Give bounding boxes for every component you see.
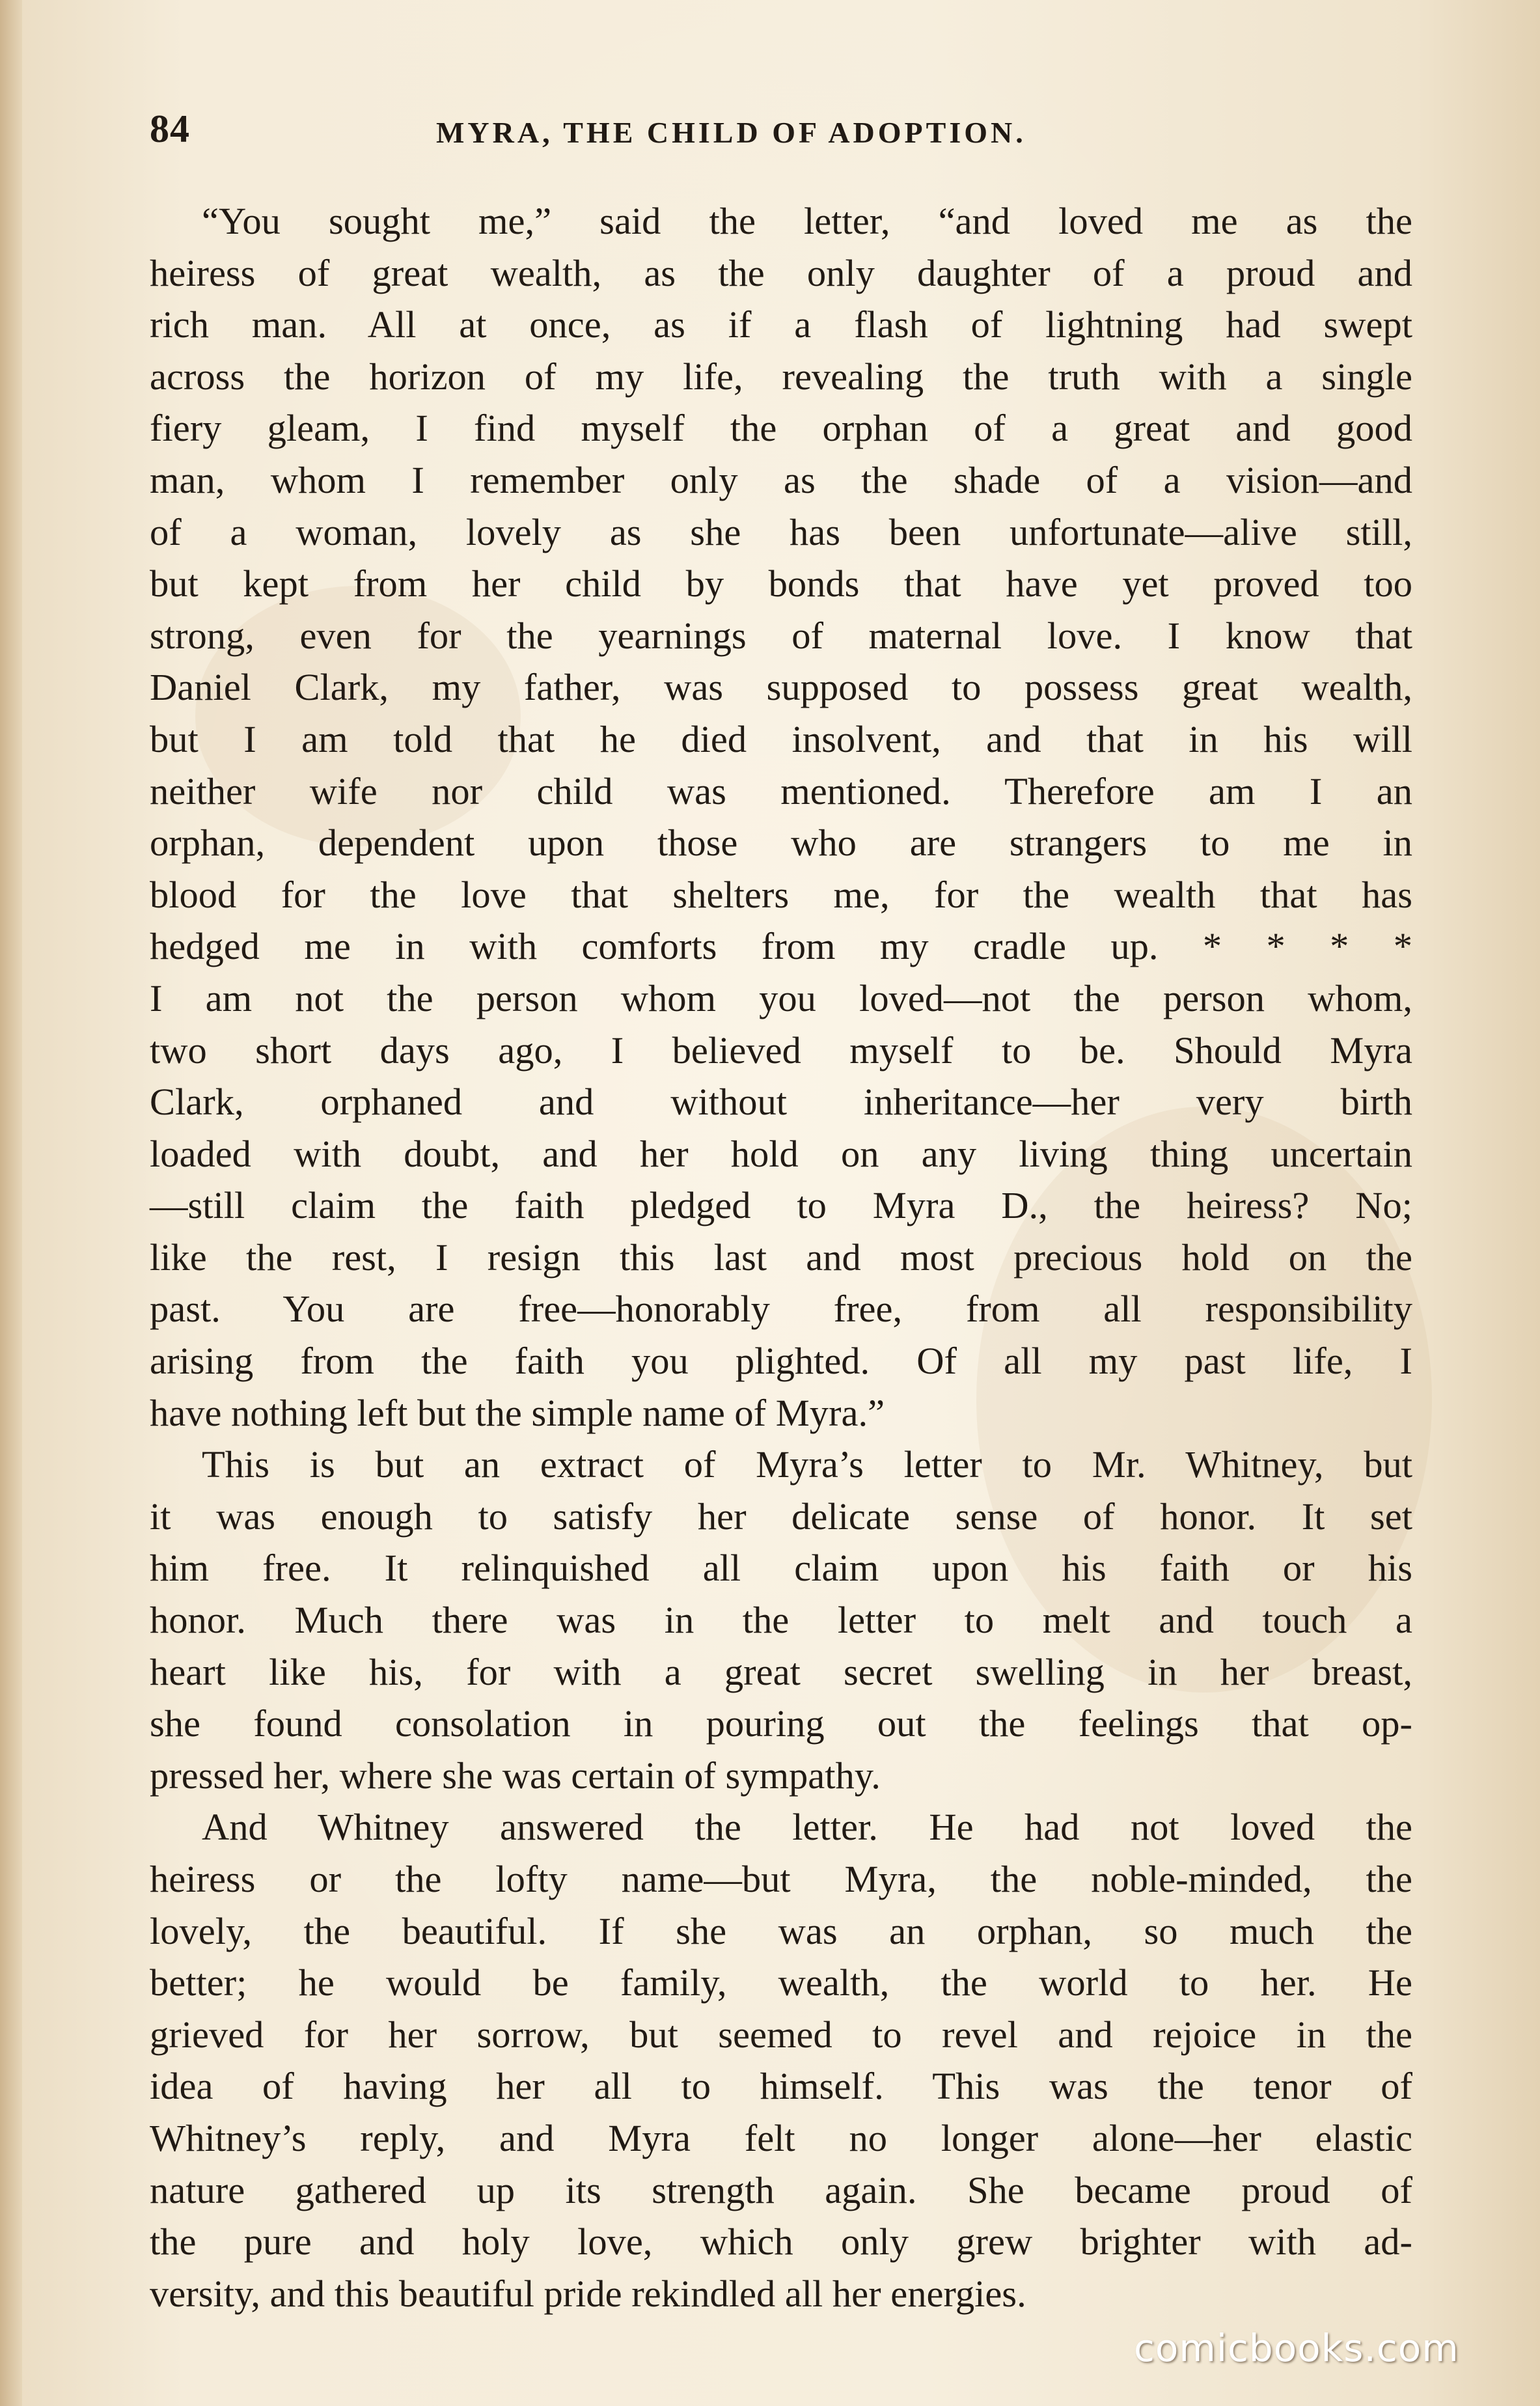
text-line: grieved for her sorrow, but seemed to revel and rejoice in the [150, 2013, 1412, 2056]
page-gutter-shadow [0, 0, 22, 2406]
text-line: And Whitney answered the letter. He had not loved the [202, 1806, 1412, 1849]
text-line: heiress or the lofty name—but Myra, the noble-minded, the [150, 1858, 1412, 1900]
text-line: blood for the love that shelters me, for the wealth that has [150, 873, 1412, 916]
text-line: it was enough to satisfy her delicate sense of honor. It set [150, 1495, 1412, 1538]
text-line: him free. It relinquished all claim upon his faith or his [150, 1547, 1412, 1590]
text-line: but kept from her child by bonds that have yet proved too [150, 562, 1412, 605]
text-line: of a woman, lovely as she has been unfortunate—alive still, [150, 510, 1412, 553]
paragraph-1 [150, 195, 1412, 1439]
text-line: honor. Much there was in the letter to melt and touch a [150, 1599, 1412, 1642]
text-line: I am not the person whom you loved—not the person whom, [150, 976, 1412, 1019]
text-line: the pure and holy love, which only grew brighter with ad- [150, 2220, 1412, 2263]
text-line: past. You are free—honorably free, from all responsibility [150, 1288, 1412, 1331]
text-line: loaded with doubt, and her hold on any living thing uncertain [150, 1132, 1412, 1175]
text-line: This is but an extract of Myra’s letter to Mr. Whitney, but [202, 1443, 1412, 1486]
text-line: nature gathered up its strength again. She became proud of [150, 2168, 1412, 2211]
text-line: hedged me in with comforts from my cradle up. * * * * [150, 925, 1412, 968]
text-line: Clark, orphaned and without inheritance—her very birth [150, 1081, 1412, 1124]
text-line: versity, and this beautiful pride rekindled all her energies. [150, 2272, 1026, 2315]
text-line: Daniel Clark, my father, was supposed to possess great wealth, [150, 666, 1412, 709]
text-line: man, whom I remember only as the shade of a vision—and [150, 458, 1412, 501]
text-line: pressed her, where she was certain of sympathy. [150, 1754, 881, 1797]
text-line: she found consolation in pouring out the feelings that op- [150, 1702, 1412, 1745]
text-line: but I am told that he died insolvent, and that in his will [150, 717, 1412, 760]
running-title: MYRA, THE CHILD OF ADOPTION. [436, 116, 1026, 149]
text-line: fiery gleam, I find myself the orphan of a great and good [150, 407, 1412, 450]
text-line: orphan, dependent upon those who are strangers to me in [150, 822, 1412, 864]
text-line: “You sought me,” said the letter, “and loved me as the [202, 200, 1412, 242]
text-line: across the horizon of my life, revealing the truth with a single [150, 355, 1412, 398]
text-line: heiress of great wealth, as the only daughter of a proud and [150, 251, 1412, 294]
page-number: 84 [150, 107, 190, 150]
watermark: comicbooks.com [1134, 2326, 1459, 2370]
text-line: rich man. All at once, as if a flash of lightning had swept [150, 303, 1412, 346]
text-line: better; he would be family, wealth, the world to her. He [150, 1961, 1412, 2004]
text-line: lovely, the beautiful. If she was an orphan, so much the [150, 1909, 1412, 1952]
paragraph-3 [150, 1801, 1412, 2319]
text-line: like the rest, I resign this last and most precious hold on the [150, 1236, 1412, 1279]
text-line: strong, even for the yearnings of maternal love. I know that [150, 614, 1412, 657]
text-line: neither wife nor child was mentioned. Therefore am I an [150, 769, 1412, 812]
text-line: arising from the faith you plighted. Of all my past life, I [150, 1340, 1412, 1383]
body-text [150, 195, 1412, 2319]
page-header [150, 103, 1412, 155]
text-line: idea of having her all to himself. This was the tenor of [150, 2065, 1412, 2108]
text-line: —still claim the faith pledged to Myra D., the heiress? No; [150, 1184, 1412, 1227]
text-line: two short days ago, I believed myself to be. Should Myra [150, 1029, 1412, 1072]
text-line: Whitney’s reply, and Myra felt no longer alone—her elastic [150, 2116, 1412, 2159]
text-line: have nothing left but the simple name of Myra.” [150, 1391, 885, 1434]
paragraph-2 [150, 1439, 1412, 1801]
text-line: heart like his, for with a great secret swelling in her breast, [150, 1650, 1412, 1693]
